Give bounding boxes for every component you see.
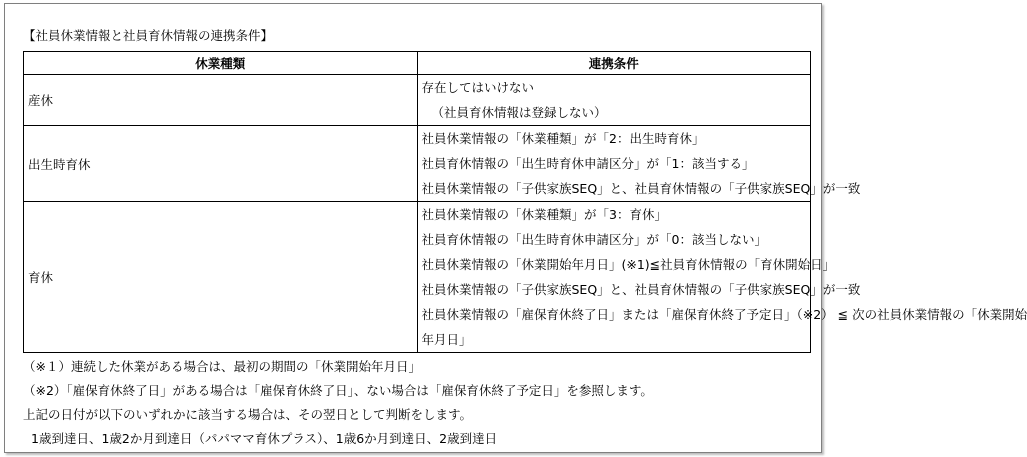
footnote-1: （※１）連続した休業がある場合は、最初の期間の「休業開始年月日」 <box>23 359 421 374</box>
footnote-2: （※2）「雇保育休終了日」がある場合は「雇保育休終了日」、ない場合は「雇保育休終了予定日」を参照します。 <box>23 383 653 398</box>
condition-line: 社員休業情報の「休業種類」が「3：育休」 <box>421 207 667 222</box>
condition-cell <box>417 126 861 202</box>
condition-line: 社員休業情報の「子供家族SEQ」と、社員育休情報の「子供家族SEQ」が一致 <box>421 282 861 297</box>
condition-line: （社員育休情報は登録しない） <box>431 105 607 120</box>
table-row-childcare-leave <box>24 202 811 353</box>
footnote-date-rule: 上記の日付が以下のいずれかに該当する場合は、その翌日として判断をします。 <box>23 407 473 422</box>
condition-cell <box>417 75 811 126</box>
table-row-maternity-leave <box>24 75 811 126</box>
footnote-date-list: 1歳到達日、1歳2か月到達日（パパママ育休プラス）、1歳6か月到達日、2歳到達日 <box>31 431 498 446</box>
table-row-postnatal-leave <box>24 126 811 202</box>
condition-line: 存在してはいけない <box>421 80 535 95</box>
condition-cell <box>417 202 1027 353</box>
leave-type-cell: 育休 <box>24 202 418 353</box>
condition-line: 社員育休情報の「出生時育休申請区分」が「0：該当しない」 <box>421 232 767 247</box>
header-leave-type: 休業種類 <box>24 52 418 75</box>
table-header-row <box>24 52 811 75</box>
document-frame <box>4 3 1027 453</box>
condition-line: 社員休業情報の「子供家族SEQ」と、社員育休情報の「子供家族SEQ」が一致 <box>421 181 861 196</box>
condition-line: 年月日」 <box>421 332 472 347</box>
condition-line: 社員育休情報の「出生時育休申請区分」が「1：該当する」 <box>421 156 755 171</box>
table-caption: 【社員休業情報と社員育休情報の連携条件】 <box>23 28 274 43</box>
linkage-conditions-table <box>23 51 1027 353</box>
leave-type-cell: 出生時育休 <box>24 126 418 202</box>
leave-type-cell: 産休 <box>24 75 418 126</box>
header-conditions: 連携条件 <box>417 52 811 75</box>
condition-line: 社員休業情報の「休業開始年月日」(※1)≦社員育休情報の「育休開始日」 <box>421 257 836 272</box>
condition-line: 社員休業情報の「雇保育休終了日」または「雇保育休終了予定日」（※2） ≦ 次の社員休業情報の「休業開始 <box>421 307 1027 322</box>
footnotes <box>23 355 813 451</box>
condition-line: 社員休業情報の「休業種類」が「2：出生時育休」 <box>421 131 705 146</box>
